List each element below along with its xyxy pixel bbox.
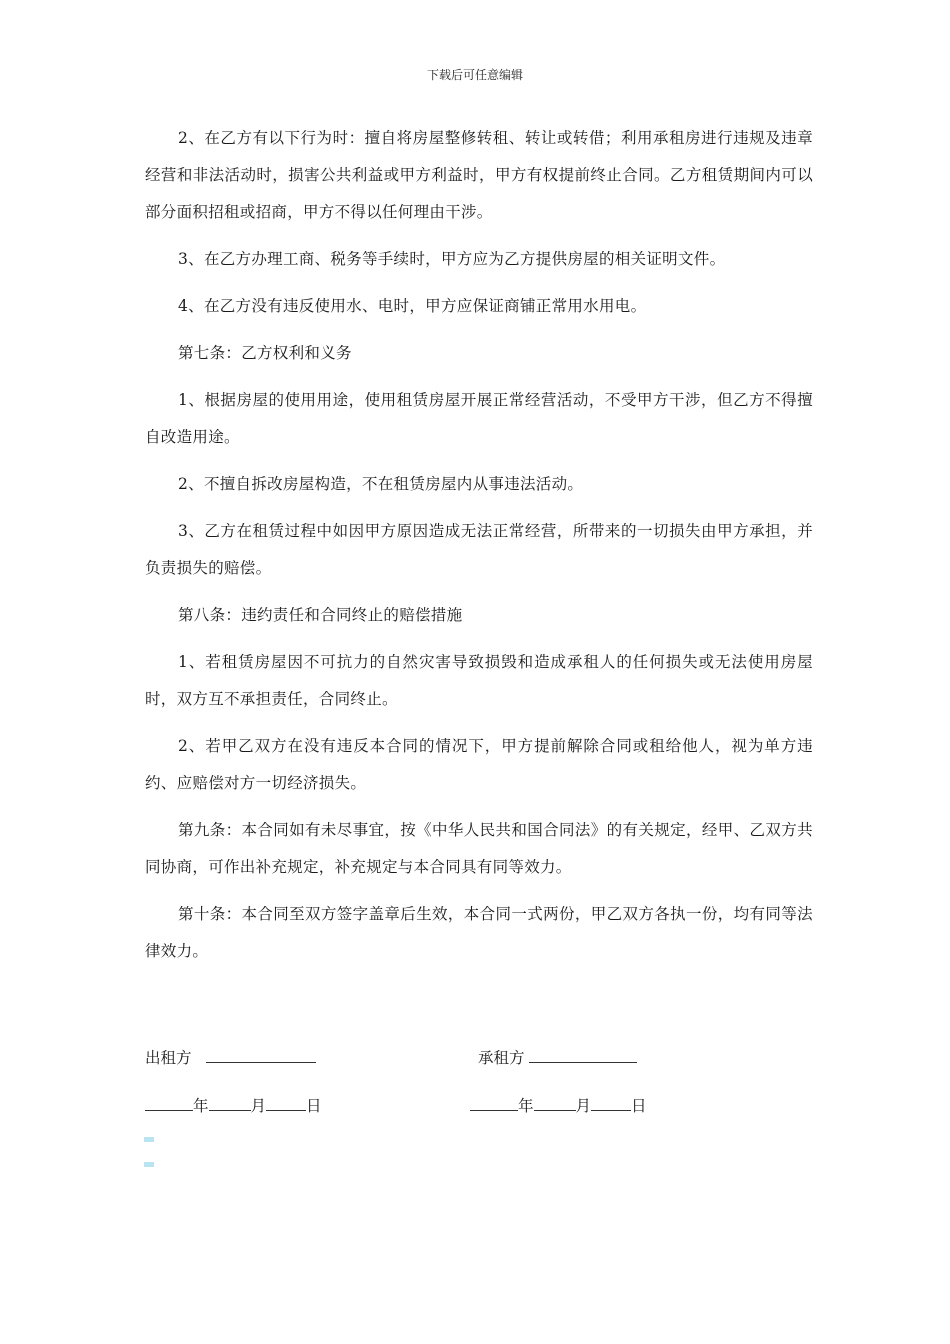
clause-paragraph: 4、在乙方没有违反使用水、电时，甲方应保证商铺正常用水用电。	[178, 297, 647, 315]
page-header: 下载后可任意编辑	[426, 68, 523, 82]
contract-body	[145, 120, 813, 980]
lessor-signature	[145, 1046, 316, 1068]
clause-paragraph: 2、若甲乙双方在没有违反本合同的情况下，甲方提前解除合同或租给他人，视为单方违约、应赔偿对方一切经济损失。	[145, 737, 813, 792]
lessor-year-blank[interactable]	[145, 1096, 193, 1111]
lessee-signature	[478, 1046, 637, 1068]
section-heading: 第七条：乙方权利和义务	[178, 344, 352, 362]
month-label: 月	[250, 1097, 267, 1115]
lessor-signature-line[interactable]	[206, 1048, 316, 1063]
clause-paragraph: 1、根据房屋的使用用途，使用租赁房屋开展正常经营活动，不受甲方干涉，但乙方不得擅自改造用途。	[145, 391, 813, 446]
lessee-year-blank[interactable]	[470, 1096, 518, 1111]
year-label: 年	[193, 1097, 209, 1115]
day-label: 日	[306, 1097, 322, 1115]
year-label: 年	[518, 1097, 534, 1115]
clause-paragraph: 2、不擅自拆改房屋构造，不在租赁房屋内从事违法活动。	[178, 475, 584, 493]
lessor-date	[145, 1094, 322, 1116]
lessee-label: 承租方	[478, 1049, 525, 1067]
lessor-label: 出租方	[145, 1049, 192, 1067]
lessor-month-blank[interactable]	[209, 1096, 251, 1111]
section-heading: 第八条：违约责任和合同终止的赔偿措施	[178, 606, 463, 624]
highlight-mark	[144, 1137, 154, 1142]
clause-paragraph: 2、在乙方有以下行为时：擅自将房屋整修转租、转让或转借；利用承租房进行违规及违章经营和非法活动时，损害公共利益或甲方利益时，甲方有权提前终止合同。乙方租赁期间内可以部分面积招租或招商，甲方不得以任何理由干涉。	[145, 129, 813, 221]
section-heading: 第十条：本合同至双方签字盖章后生效，本合同一式两份，甲乙双方各执一份，均有同等法律效力。	[145, 905, 813, 960]
lessee-signature-line[interactable]	[529, 1048, 637, 1063]
lessee-day-blank[interactable]	[591, 1096, 631, 1111]
day-label: 日	[631, 1097, 647, 1115]
clause-paragraph: 3、在乙方办理工商、税务等手续时，甲方应为乙方提供房屋的相关证明文件。	[178, 250, 726, 268]
lessee-date	[470, 1094, 647, 1116]
month-label: 月	[575, 1097, 592, 1115]
section-heading: 第九条：本合同如有未尽事宜，按《中华人民共和国合同法》的有关规定，经甲、乙双方共同协商，可作出补充规定，补充规定与本合同具有同等效力。	[145, 821, 813, 876]
highlight-mark	[144, 1162, 154, 1167]
clause-paragraph: 3、乙方在租赁过程中如因甲方原因造成无法正常经营，所带来的一切损失由甲方承担，并负责损失的赔偿。	[145, 522, 813, 577]
lessee-month-blank[interactable]	[534, 1096, 576, 1111]
clause-paragraph: 1、若租赁房屋因不可抗力的自然灾害导致损毁和造成承租人的任何损失或无法使用房屋时，双方互不承担责任，合同终止。	[145, 653, 813, 708]
lessor-day-blank[interactable]	[266, 1096, 306, 1111]
